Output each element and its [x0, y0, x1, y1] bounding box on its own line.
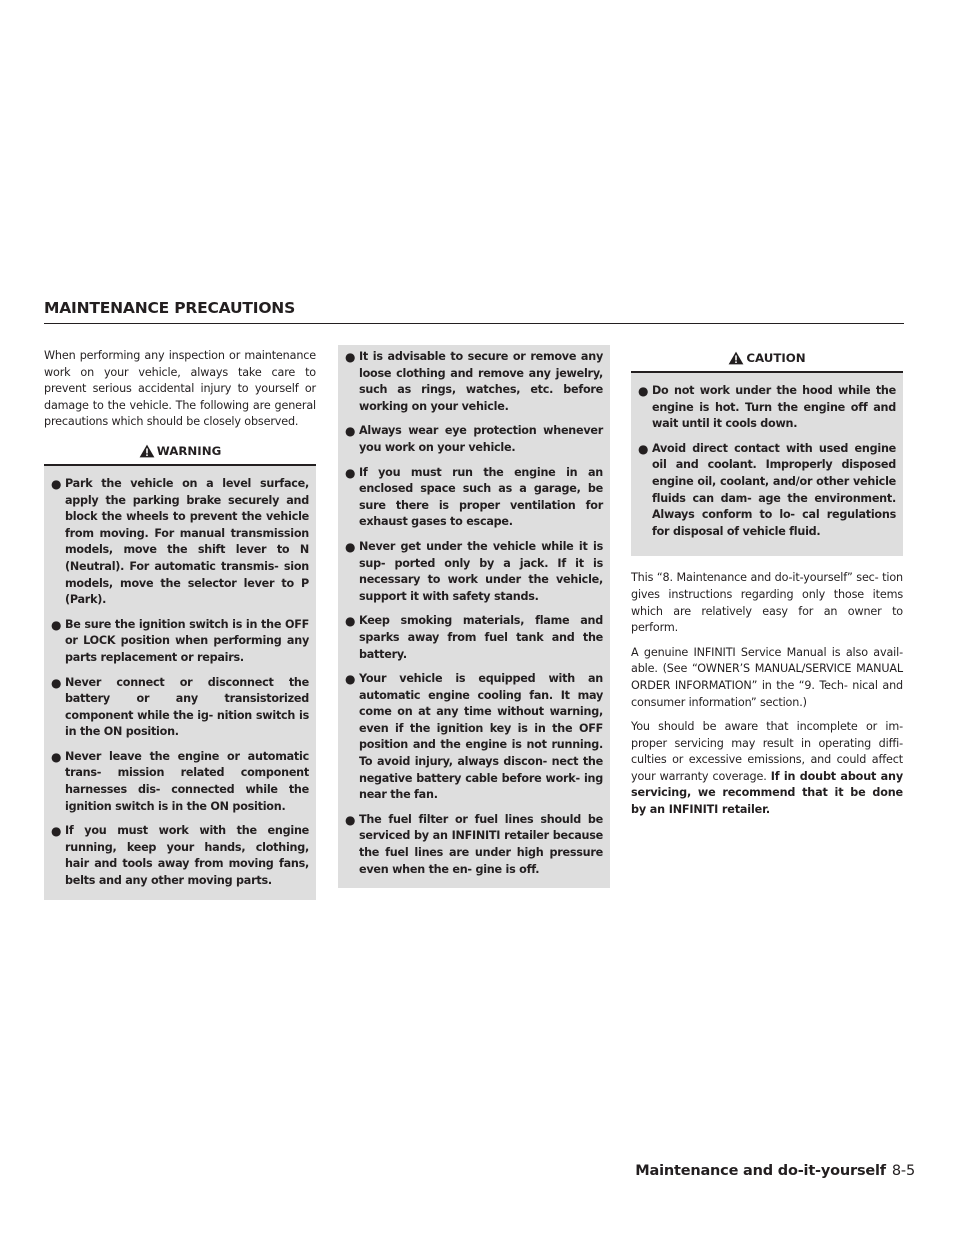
warning-item-text: Your vehicle is equipped with an automatic engine cooling fan. It may come on at any time without warning, even if the ignition key is in the OFF position and the engine is not running. To avoid injury, always discon- nect the negative battery cable before work- ing near the fan. [359, 672, 603, 802]
warning-triangle-icon [728, 351, 744, 365]
warning-item [345, 812, 603, 878]
warning-item-text: Never leave the engine or automatic trans- mission related component harnesses dis- connected while the ignition switch is in the ON position. [65, 749, 309, 813]
bullet: ● [638, 441, 649, 456]
bullet: ● [638, 384, 649, 398]
warning-item [51, 617, 309, 667]
warning-item-text: It is advisable to secure or remove any loose clothing and remove any jewelry, such as rings, watches, etc. before working on your vehicle. [359, 350, 603, 413]
warning-item-text: If you must work with the engine running, keep your hands, clothing, hair and tools away from moving fans, belts and any other moving parts. [65, 824, 309, 888]
warning-item [345, 613, 603, 663]
warning-item-text: Keep smoking materials, flame and sparks away from fuel tank and the battery. [359, 614, 603, 661]
bullet: ● [345, 812, 356, 827]
warning-item-text: Never get under the vehicle while it is sup- ported only by a jack. If it is necessary to work under the vehicle, support it with safety stands. [359, 539, 603, 603]
bullet: ● [51, 675, 62, 690]
footer-chapter: Maintenance and do-it-yourself [635, 1163, 886, 1179]
warning-item [345, 465, 603, 531]
body-paragraph-1: This “8. Maintenance and do-it-yourself” sec- tion gives instructions regarding only those items which are relatively easy for an owner to perform. [631, 571, 903, 635]
warning-item [345, 349, 603, 415]
warning-item [51, 749, 309, 815]
column-1 [44, 348, 316, 900]
bullet: ● [51, 617, 62, 632]
bullet: ● [51, 476, 62, 491]
caution-header [631, 348, 903, 373]
warning-item-text: The fuel filter or fuel lines should be serviced by an INFINITI retailer because the fuel lines are under high pressure even when the en- gine is off. [359, 812, 603, 876]
caution-item-text: Avoid direct contact with used engine oil and coolant. Improperly disposed engine oil, coolant, and/or other vehicle fluids can dam- age the environment. Always conform to lo- cal regulations for disposal of vehicle fluid. [652, 441, 896, 538]
body-paragraph-3 [631, 719, 903, 819]
bullet: ● [345, 614, 356, 629]
body-paragraph-2: A genuine INFINITI Service Manual is also avail- able. (See “OWNER’S MANUAL/SERVICE MANUAL ORDER INFORMATION” in the “9. Tech- nical and consumer information” section.) [631, 645, 903, 709]
warning-item [51, 675, 309, 741]
warning-item-text: Always wear eye protection whenever you work on your vehicle. [359, 424, 603, 454]
warning-triangle-icon [139, 444, 155, 458]
page-footer [635, 1163, 915, 1179]
caution-title: CAUTION [746, 351, 806, 365]
intro-paragraph: When performing any inspection or maintenance work on your vehicle, always take care to prevent serious accidental injury to yourself or damage to the vehicle. The following are general precautions which should be closely observed. [44, 349, 316, 429]
para3-text: You should be aware that incomplete or im- proper servicing may result in operating diffi- culties or excessive emissions, and could affect your warranty coverage. [631, 720, 903, 783]
caution-item [638, 383, 896, 433]
warning-item [345, 423, 603, 456]
bullet: ● [51, 749, 62, 764]
warning-header [44, 441, 316, 466]
warning-item [51, 823, 309, 889]
warning-item [345, 671, 603, 804]
caution-item-text: Do not work under the hood while the engine is hot. Turn the engine off and wait until it cools down. [652, 384, 896, 431]
section-title: MAINTENANCE PRECAUTIONS [44, 299, 904, 324]
warning-list [51, 476, 309, 890]
warning-title: WARNING [156, 443, 222, 458]
bullet: ● [345, 424, 356, 439]
bullet: ● [51, 824, 62, 839]
bullet: ● [345, 539, 356, 554]
column-2 [338, 348, 610, 888]
warning-item-text: Park the vehicle on a level surface, apply the parking brake securely and block the wheels to prevent the vehicle from moving. For manual transmission models, move the shift lever to N (Neutral). For automatic transmis- sion models, move the selector lever to P (Park). [65, 476, 309, 607]
caution-box [631, 348, 903, 556]
para3-bold-text: If in doubt about any servicing, we recommend that it be done by an INFINITI retailer. [631, 769, 903, 817]
bullet: ● [345, 350, 356, 364]
page-number: 8-5 [891, 1163, 915, 1179]
warning-box [44, 441, 316, 900]
warning-box-continued [338, 345, 610, 888]
warning-item-text: If you must run the engine in an enclosed space such as a garage, be sure there is proper ventilation for exhaust gases to escape. [359, 465, 603, 529]
bullet: ● [345, 672, 356, 687]
column-3 [631, 348, 903, 827]
bullet: ● [345, 465, 356, 480]
warning-item [345, 539, 603, 605]
warning-item-text: Be sure the ignition switch is in the OFF or LOCK position when performing any parts replacement or repairs. [65, 617, 309, 664]
warning-item [51, 476, 309, 609]
warning-item-text: Never connect or disconnect the battery or any transistorized component while the ig- nition switch is in the ON position. [65, 675, 309, 739]
caution-item [638, 441, 896, 541]
